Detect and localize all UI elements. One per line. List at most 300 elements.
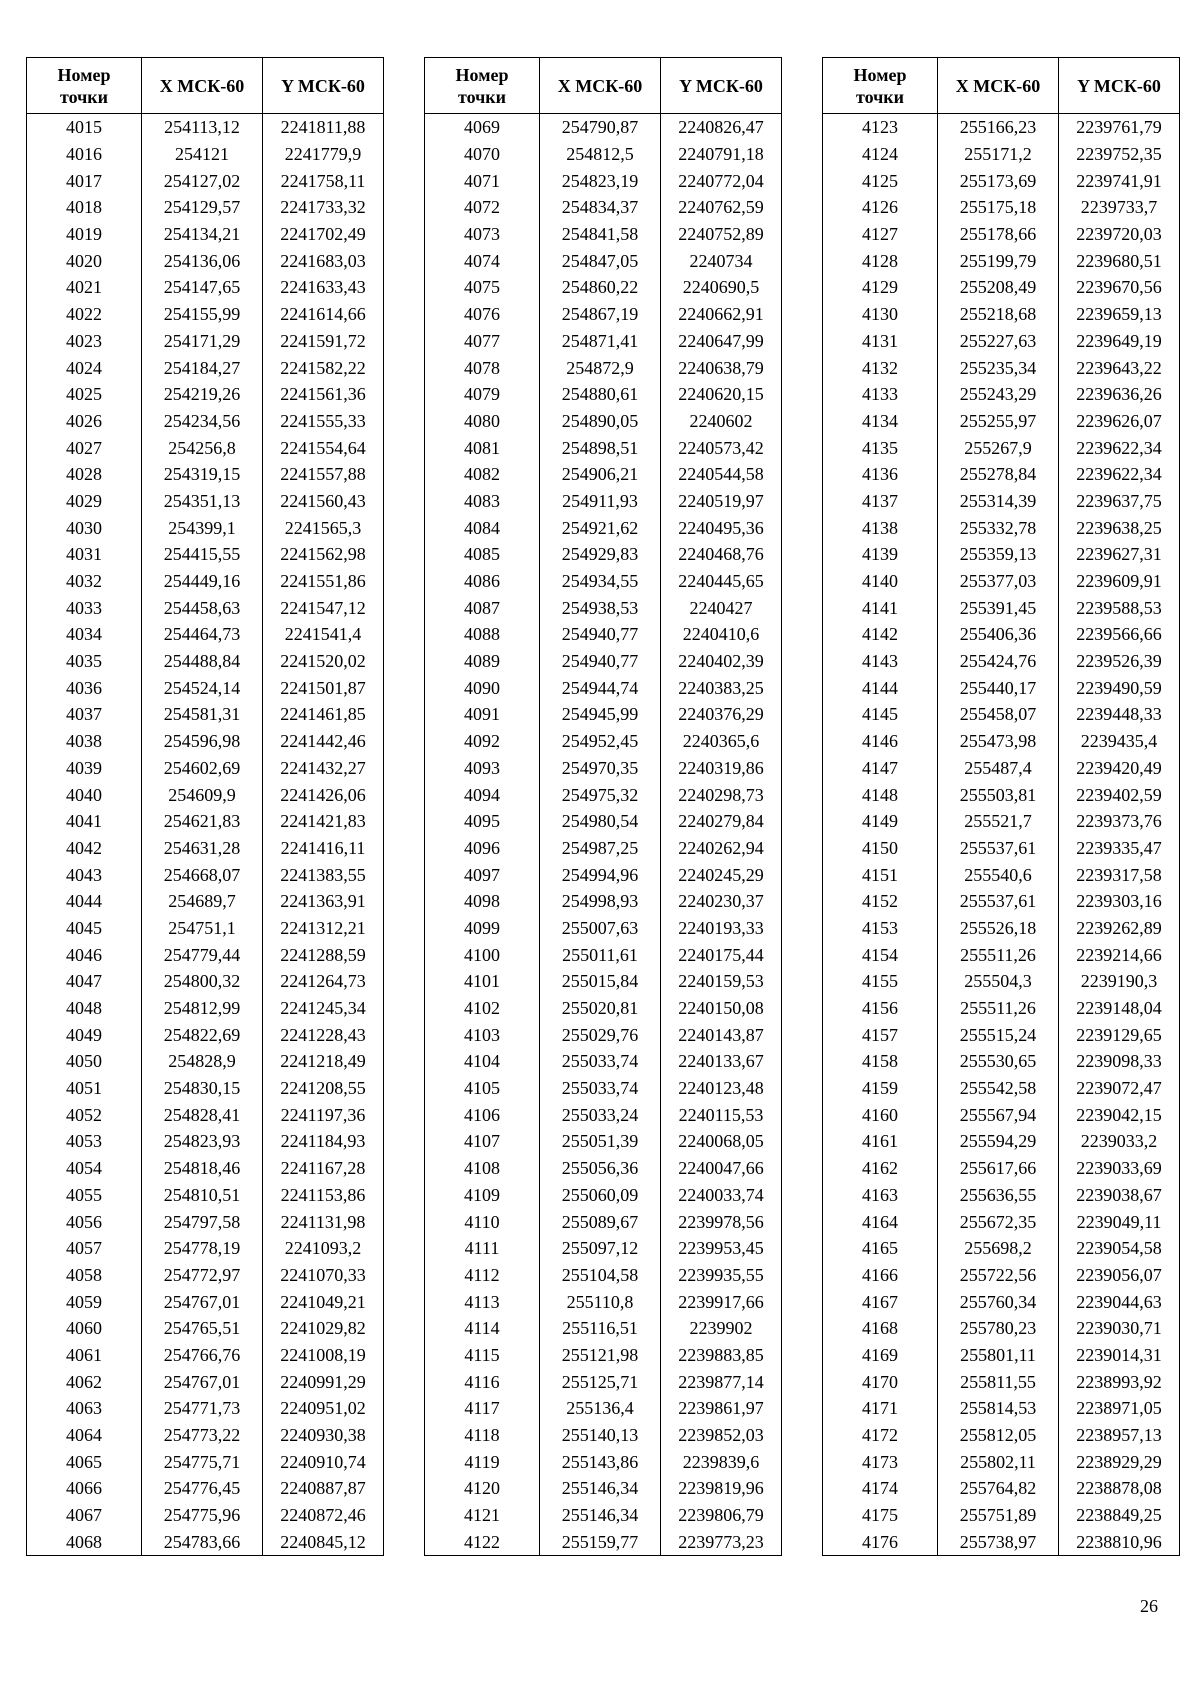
table-row <box>425 808 782 835</box>
y-coordinate-cell: 2240647,99 <box>661 328 782 355</box>
x-coordinate-cell: 255542,58 <box>938 1075 1059 1102</box>
point-number-cell: 4105 <box>425 1075 540 1102</box>
x-coordinate-cell: 255104,58 <box>540 1262 661 1289</box>
table-row <box>823 568 1180 595</box>
y-coordinate-cell: 2239752,35 <box>1059 141 1180 168</box>
header-point-number: Номер точки <box>425 58 540 114</box>
table-row <box>425 835 782 862</box>
table-row <box>425 381 782 408</box>
table-row <box>27 434 384 461</box>
point-number-cell: 4087 <box>425 594 540 621</box>
x-coordinate-cell: 254121 <box>142 141 263 168</box>
table-header-row <box>425 58 782 114</box>
table-row <box>823 1528 1180 1555</box>
table-row <box>27 1448 384 1475</box>
point-number-cell: 4106 <box>425 1101 540 1128</box>
point-number-cell: 4125 <box>823 167 938 194</box>
table-row <box>823 1235 1180 1262</box>
point-number-cell: 4043 <box>27 861 142 888</box>
point-number-cell: 4134 <box>823 408 938 435</box>
point-number-cell: 4176 <box>823 1528 938 1555</box>
x-coordinate-cell: 255440,17 <box>938 674 1059 701</box>
y-coordinate-cell: 2240887,87 <box>263 1475 384 1502</box>
x-coordinate-cell: 254596,98 <box>142 728 263 755</box>
y-coordinate-cell: 2241426,06 <box>263 781 384 808</box>
table-row <box>425 1448 782 1475</box>
y-coordinate-cell: 2239303,16 <box>1059 888 1180 915</box>
y-coordinate-cell: 2241614,66 <box>263 301 384 328</box>
x-coordinate-cell: 254860,22 <box>540 274 661 301</box>
point-number-cell: 4082 <box>425 461 540 488</box>
y-coordinate-cell: 2240638,79 <box>661 354 782 381</box>
y-coordinate-cell: 2239588,53 <box>1059 594 1180 621</box>
point-number-cell: 4049 <box>27 1021 142 1048</box>
x-coordinate-cell: 254155,99 <box>142 301 263 328</box>
point-number-cell: 4026 <box>27 408 142 435</box>
page-number: 26 <box>1140 1596 1158 1616</box>
table-row <box>823 888 1180 915</box>
table-row <box>425 568 782 595</box>
y-coordinate-cell: 2238878,08 <box>1059 1475 1180 1502</box>
x-coordinate-cell: 254872,9 <box>540 354 661 381</box>
x-coordinate-cell: 254812,99 <box>142 995 263 1022</box>
point-number-cell: 4096 <box>425 835 540 862</box>
point-number-cell: 4047 <box>27 968 142 995</box>
x-coordinate-cell: 254847,05 <box>540 247 661 274</box>
point-number-cell: 4041 <box>27 808 142 835</box>
point-number-cell: 4112 <box>425 1262 540 1289</box>
point-number-cell: 4114 <box>425 1315 540 1342</box>
x-coordinate-cell: 255617,66 <box>938 1155 1059 1182</box>
y-coordinate-cell: 2239190,3 <box>1059 968 1180 995</box>
point-number-cell: 4092 <box>425 728 540 755</box>
table-row <box>823 1395 1180 1422</box>
table-row <box>27 1288 384 1315</box>
table-row <box>823 1182 1180 1209</box>
y-coordinate-cell: 2240910,74 <box>263 1448 384 1475</box>
x-coordinate-cell: 254980,54 <box>540 808 661 835</box>
header-x-coordinate: X МСК-60 <box>938 58 1059 114</box>
y-coordinate-cell: 2241591,72 <box>263 328 384 355</box>
point-number-cell: 4064 <box>27 1422 142 1449</box>
point-number-cell: 4109 <box>425 1182 540 1209</box>
x-coordinate-cell: 255537,61 <box>938 888 1059 915</box>
table-row <box>425 1288 782 1315</box>
x-coordinate-cell: 254399,1 <box>142 514 263 541</box>
point-number-cell: 4098 <box>425 888 540 915</box>
y-coordinate-cell: 2241312,21 <box>263 915 384 942</box>
table-row <box>27 995 384 1022</box>
y-coordinate-cell: 2240245,29 <box>661 861 782 888</box>
y-coordinate-cell: 2241432,27 <box>263 755 384 782</box>
x-coordinate-cell: 254944,74 <box>540 674 661 701</box>
y-coordinate-cell: 2241131,98 <box>263 1208 384 1235</box>
y-coordinate-cell: 2239852,03 <box>661 1422 782 1449</box>
table-row <box>823 594 1180 621</box>
x-coordinate-cell: 255140,13 <box>540 1422 661 1449</box>
point-number-cell: 4150 <box>823 835 938 862</box>
y-coordinate-cell: 2241565,3 <box>263 514 384 541</box>
table-row <box>425 674 782 701</box>
point-number-cell: 4128 <box>823 247 938 274</box>
table-row <box>425 968 782 995</box>
table-row <box>425 461 782 488</box>
header-x-coordinate: X МСК-60 <box>142 58 263 114</box>
table-row <box>27 514 384 541</box>
table-row <box>27 1155 384 1182</box>
point-number-cell: 4094 <box>425 781 540 808</box>
point-number-cell: 4046 <box>27 941 142 968</box>
y-coordinate-cell: 2239622,34 <box>1059 461 1180 488</box>
x-coordinate-cell: 254609,9 <box>142 781 263 808</box>
point-number-cell: 4139 <box>823 541 938 568</box>
x-coordinate-cell: 254621,83 <box>142 808 263 835</box>
y-coordinate-cell: 2240872,46 <box>263 1502 384 1529</box>
point-number-cell: 4159 <box>823 1075 938 1102</box>
x-coordinate-cell: 255116,51 <box>540 1315 661 1342</box>
y-coordinate-cell: 2241218,49 <box>263 1048 384 1075</box>
x-coordinate-cell: 254994,96 <box>540 861 661 888</box>
point-number-cell: 4079 <box>425 381 540 408</box>
point-number-cell: 4130 <box>823 301 938 328</box>
point-number-cell: 4075 <box>425 274 540 301</box>
point-number-cell: 4163 <box>823 1182 938 1209</box>
x-coordinate-cell: 255814,53 <box>938 1395 1059 1422</box>
point-number-cell: 4118 <box>425 1422 540 1449</box>
point-number-cell: 4074 <box>425 247 540 274</box>
y-coordinate-cell: 2239262,89 <box>1059 915 1180 942</box>
y-coordinate-cell: 2240230,37 <box>661 888 782 915</box>
x-coordinate-cell: 255173,69 <box>938 167 1059 194</box>
table-row <box>425 1021 782 1048</box>
point-number-cell: 4061 <box>27 1342 142 1369</box>
table-row <box>27 1342 384 1369</box>
table-row <box>425 728 782 755</box>
table-row <box>27 1422 384 1449</box>
y-coordinate-cell: 2241541,4 <box>263 621 384 648</box>
y-coordinate-cell: 2240495,36 <box>661 514 782 541</box>
header-y-coordinate: Y МСК-60 <box>263 58 384 114</box>
y-coordinate-cell: 2241555,33 <box>263 408 384 435</box>
x-coordinate-cell: 254929,83 <box>540 541 661 568</box>
y-coordinate-cell: 2240620,15 <box>661 381 782 408</box>
y-coordinate-cell: 2241554,64 <box>263 434 384 461</box>
y-coordinate-cell: 2241383,55 <box>263 861 384 888</box>
table-row <box>425 1208 782 1235</box>
x-coordinate-cell: 255537,61 <box>938 835 1059 862</box>
point-number-cell: 4058 <box>27 1262 142 1289</box>
table-row <box>823 1101 1180 1128</box>
table-row <box>27 1048 384 1075</box>
x-coordinate-cell: 254689,7 <box>142 888 263 915</box>
point-number-cell: 4085 <box>425 541 540 568</box>
table-row <box>823 835 1180 862</box>
point-number-cell: 4021 <box>27 274 142 301</box>
table-row <box>27 755 384 782</box>
y-coordinate-cell: 2240930,38 <box>263 1422 384 1449</box>
x-coordinate-cell: 254841,58 <box>540 221 661 248</box>
table-row <box>823 1448 1180 1475</box>
x-coordinate-cell: 254934,55 <box>540 568 661 595</box>
y-coordinate-cell: 2240544,58 <box>661 461 782 488</box>
table-row <box>823 1155 1180 1182</box>
y-coordinate-cell: 2240365,6 <box>661 728 782 755</box>
x-coordinate-cell: 254171,29 <box>142 328 263 355</box>
table-row <box>823 941 1180 968</box>
point-number-cell: 4169 <box>823 1342 938 1369</box>
point-number-cell: 4133 <box>823 381 938 408</box>
table-row <box>823 221 1180 248</box>
table-row <box>27 247 384 274</box>
x-coordinate-cell: 254898,51 <box>540 434 661 461</box>
y-coordinate-cell: 2241520,02 <box>263 648 384 675</box>
table-row <box>425 1502 782 1529</box>
y-coordinate-cell: 2239978,56 <box>661 1208 782 1235</box>
y-coordinate-cell: 2239773,23 <box>661 1528 782 1555</box>
table-row <box>823 1021 1180 1048</box>
point-number-cell: 4157 <box>823 1021 938 1048</box>
x-coordinate-cell: 255511,26 <box>938 941 1059 968</box>
x-coordinate-cell: 254129,57 <box>142 194 263 221</box>
table-row <box>27 1262 384 1289</box>
table-row <box>425 1182 782 1209</box>
table-row <box>823 354 1180 381</box>
y-coordinate-cell: 2239622,34 <box>1059 434 1180 461</box>
x-coordinate-cell: 254351,13 <box>142 488 263 515</box>
point-number-cell: 4036 <box>27 674 142 701</box>
x-coordinate-cell: 255015,84 <box>540 968 661 995</box>
x-coordinate-cell: 255594,29 <box>938 1128 1059 1155</box>
y-coordinate-cell: 2239042,15 <box>1059 1101 1180 1128</box>
x-coordinate-cell: 254987,25 <box>540 835 661 862</box>
point-number-cell: 4161 <box>823 1128 938 1155</box>
y-coordinate-cell: 2239420,49 <box>1059 755 1180 782</box>
table-row <box>823 434 1180 461</box>
table-row <box>27 781 384 808</box>
x-coordinate-cell: 255125,71 <box>540 1368 661 1395</box>
x-coordinate-cell: 255567,94 <box>938 1101 1059 1128</box>
table-row <box>823 1048 1180 1075</box>
table-row <box>27 701 384 728</box>
y-coordinate-cell: 2239609,91 <box>1059 568 1180 595</box>
table-row <box>27 835 384 862</box>
point-number-cell: 4081 <box>425 434 540 461</box>
table-row <box>27 221 384 248</box>
point-number-cell: 4151 <box>823 861 938 888</box>
point-number-cell: 4116 <box>425 1368 540 1395</box>
y-coordinate-cell: 2239902 <box>661 1315 782 1342</box>
x-coordinate-cell: 255175,18 <box>938 194 1059 221</box>
y-coordinate-cell: 2241070,33 <box>263 1262 384 1289</box>
point-number-cell: 4053 <box>27 1128 142 1155</box>
x-coordinate-cell: 255267,9 <box>938 434 1059 461</box>
point-number-cell: 4090 <box>425 674 540 701</box>
x-coordinate-cell: 255473,98 <box>938 728 1059 755</box>
x-coordinate-cell: 254818,46 <box>142 1155 263 1182</box>
x-coordinate-cell: 255672,35 <box>938 1208 1059 1235</box>
x-coordinate-cell: 254765,51 <box>142 1315 263 1342</box>
y-coordinate-cell: 2239935,55 <box>661 1262 782 1289</box>
coordinates-table-1 <box>26 57 384 1556</box>
y-coordinate-cell: 2240319,86 <box>661 755 782 782</box>
point-number-cell: 4144 <box>823 674 938 701</box>
table-row <box>27 941 384 968</box>
y-coordinate-cell: 2241561,36 <box>263 381 384 408</box>
table-row <box>823 808 1180 835</box>
x-coordinate-cell: 255458,07 <box>938 701 1059 728</box>
x-coordinate-cell: 255218,68 <box>938 301 1059 328</box>
x-coordinate-cell: 254921,62 <box>540 514 661 541</box>
table-row <box>823 1475 1180 1502</box>
point-number-cell: 4040 <box>27 781 142 808</box>
point-number-cell: 4022 <box>27 301 142 328</box>
y-coordinate-cell: 2239402,59 <box>1059 781 1180 808</box>
y-coordinate-cell: 2240468,76 <box>661 541 782 568</box>
x-coordinate-cell: 254828,41 <box>142 1101 263 1128</box>
x-coordinate-cell: 255801,11 <box>938 1342 1059 1369</box>
y-coordinate-cell: 2239741,91 <box>1059 167 1180 194</box>
y-coordinate-cell: 2239638,25 <box>1059 514 1180 541</box>
table-row <box>823 274 1180 301</box>
table-row <box>27 1075 384 1102</box>
y-coordinate-cell: 2240445,65 <box>661 568 782 595</box>
point-number-cell: 4033 <box>27 594 142 621</box>
point-number-cell: 4093 <box>425 755 540 782</box>
x-coordinate-cell: 254771,73 <box>142 1395 263 1422</box>
point-number-cell: 4045 <box>27 915 142 942</box>
point-number-cell: 4146 <box>823 728 938 755</box>
point-number-cell: 4069 <box>425 114 540 141</box>
table-row <box>425 888 782 915</box>
y-coordinate-cell: 2239720,03 <box>1059 221 1180 248</box>
point-number-cell: 4051 <box>27 1075 142 1102</box>
point-number-cell: 4032 <box>27 568 142 595</box>
table-row <box>823 194 1180 221</box>
point-number-cell: 4135 <box>823 434 938 461</box>
y-coordinate-cell: 2239761,79 <box>1059 114 1180 141</box>
x-coordinate-cell: 255033,24 <box>540 1101 661 1128</box>
table-row <box>425 1101 782 1128</box>
table-row <box>27 1395 384 1422</box>
point-number-cell: 4103 <box>425 1021 540 1048</box>
y-coordinate-cell: 2240068,05 <box>661 1128 782 1155</box>
point-number-cell: 4143 <box>823 648 938 675</box>
table-row <box>425 648 782 675</box>
y-coordinate-cell: 2240402,39 <box>661 648 782 675</box>
table-row <box>425 861 782 888</box>
y-coordinate-cell: 2240762,59 <box>661 194 782 221</box>
x-coordinate-cell: 255764,82 <box>938 1475 1059 1502</box>
point-number-cell: 4100 <box>425 941 540 968</box>
point-number-cell: 4039 <box>27 755 142 782</box>
point-number-cell: 4145 <box>823 701 938 728</box>
header-x-coordinate: X МСК-60 <box>540 58 661 114</box>
x-coordinate-cell: 254822,69 <box>142 1021 263 1048</box>
x-coordinate-cell: 254751,1 <box>142 915 263 942</box>
x-coordinate-cell: 254234,56 <box>142 408 263 435</box>
point-number-cell: 4067 <box>27 1502 142 1529</box>
y-coordinate-cell: 2241733,32 <box>263 194 384 221</box>
point-number-cell: 4108 <box>425 1155 540 1182</box>
x-coordinate-cell: 255314,39 <box>938 488 1059 515</box>
table-row <box>425 408 782 435</box>
point-number-cell: 4076 <box>425 301 540 328</box>
point-number-cell: 4024 <box>27 354 142 381</box>
x-coordinate-cell: 255121,98 <box>540 1342 661 1369</box>
x-coordinate-cell: 254970,35 <box>540 755 661 782</box>
table-row <box>27 1528 384 1555</box>
y-coordinate-cell: 2241461,85 <box>263 701 384 728</box>
x-coordinate-cell: 255033,74 <box>540 1075 661 1102</box>
table-row <box>27 274 384 301</box>
table-row <box>27 568 384 595</box>
table-row <box>823 861 1180 888</box>
table-row <box>425 1075 782 1102</box>
table-row <box>425 301 782 328</box>
point-number-cell: 4124 <box>823 141 938 168</box>
point-number-cell: 4027 <box>27 434 142 461</box>
table-row <box>823 1422 1180 1449</box>
table-row <box>27 1128 384 1155</box>
table-row <box>425 1422 782 1449</box>
x-coordinate-cell: 254998,93 <box>540 888 661 915</box>
table-row <box>823 1342 1180 1369</box>
y-coordinate-cell: 2240383,25 <box>661 674 782 701</box>
point-number-cell: 4023 <box>27 328 142 355</box>
x-coordinate-cell: 254810,51 <box>142 1182 263 1209</box>
point-number-cell: 4086 <box>425 568 540 595</box>
point-number-cell: 4019 <box>27 221 142 248</box>
x-coordinate-cell: 254830,15 <box>142 1075 263 1102</box>
y-coordinate-cell: 2238810,96 <box>1059 1528 1180 1555</box>
table-row <box>425 488 782 515</box>
point-number-cell: 4115 <box>425 1342 540 1369</box>
table-row <box>425 167 782 194</box>
table-row <box>27 488 384 515</box>
table-row <box>823 1502 1180 1529</box>
x-coordinate-cell: 254767,01 <box>142 1288 263 1315</box>
x-coordinate-cell: 255526,18 <box>938 915 1059 942</box>
point-number-cell: 4131 <box>823 328 938 355</box>
point-number-cell: 4121 <box>425 1502 540 1529</box>
point-number-cell: 4035 <box>27 648 142 675</box>
x-coordinate-cell: 254134,21 <box>142 221 263 248</box>
point-number-cell: 4073 <box>425 221 540 248</box>
table-row <box>425 995 782 1022</box>
x-coordinate-cell: 255751,89 <box>938 1502 1059 1529</box>
y-coordinate-cell: 2241416,11 <box>263 835 384 862</box>
table-row <box>823 1075 1180 1102</box>
y-coordinate-cell: 2241811,88 <box>263 114 384 141</box>
x-coordinate-cell: 254219,26 <box>142 381 263 408</box>
table-row <box>27 728 384 755</box>
table-row <box>425 1235 782 1262</box>
table-row <box>27 1208 384 1235</box>
x-coordinate-cell: 255521,7 <box>938 808 1059 835</box>
y-coordinate-cell: 2241049,21 <box>263 1288 384 1315</box>
y-coordinate-cell: 2239373,76 <box>1059 808 1180 835</box>
point-number-cell: 4031 <box>27 541 142 568</box>
y-coordinate-cell: 2239490,59 <box>1059 674 1180 701</box>
x-coordinate-cell: 254319,15 <box>142 461 263 488</box>
x-coordinate-cell: 255166,23 <box>938 114 1059 141</box>
table-row <box>823 968 1180 995</box>
y-coordinate-cell: 2240573,42 <box>661 434 782 461</box>
coordinates-table-2 <box>424 57 782 1556</box>
x-coordinate-cell: 255503,81 <box>938 781 1059 808</box>
x-coordinate-cell: 254940,77 <box>540 621 661 648</box>
table-row <box>27 141 384 168</box>
